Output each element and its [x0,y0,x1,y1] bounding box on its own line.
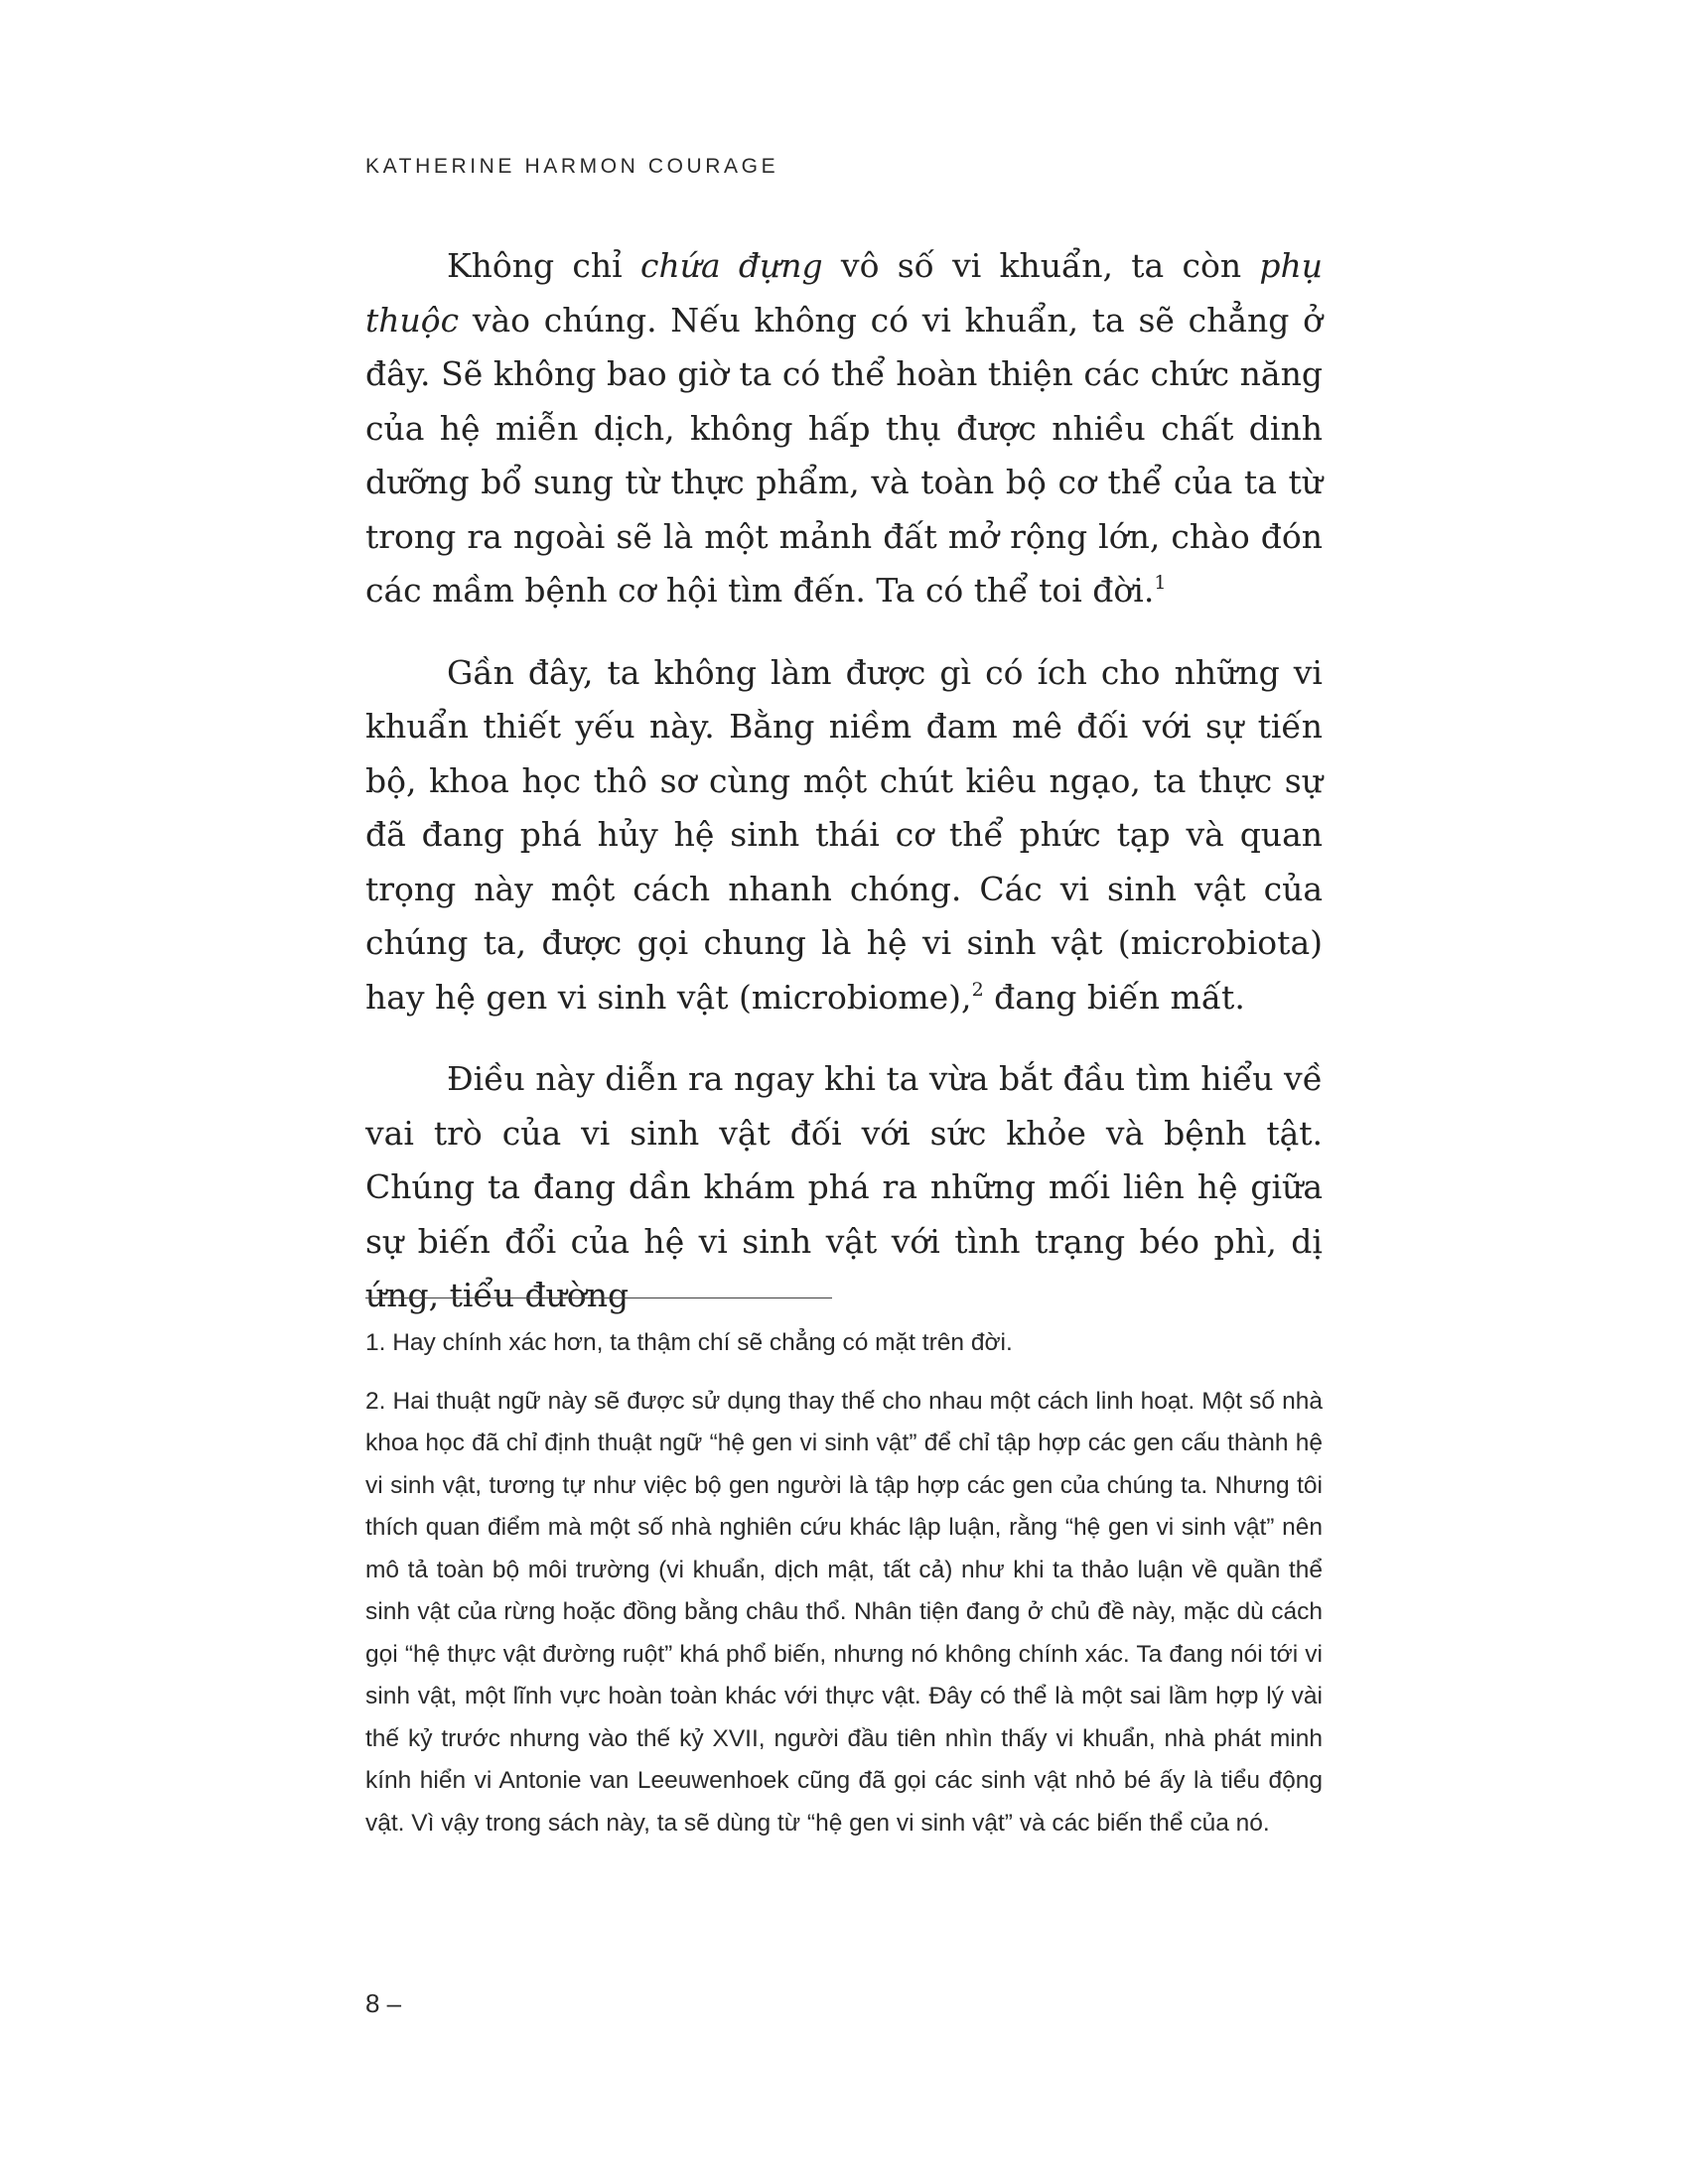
footnote-2: 2. Hai thuật ngữ này sẽ được sử dụng thay thế cho nhau một cách linh hoạt. Một số nhà khoa học đã chỉ định thuật ngữ “hệ gen vi sinh vật” để chỉ tập hợp các gen cấu thành hệ vi sinh vật, tương tự như việc bộ gen người là tập hợp các gen của chúng ta. Nhưng tôi thích quan điểm mà một số nhà nghiên cứu khác lập luận, rằng “hệ gen vi sinh vật” nên mô tả toàn bộ môi trường (vi khuẩn, dịch mật, tất cả) như khi ta thảo luận về quần thể sinh vật của rừng hoặc đồng bằng châu thổ. Nhân tiện đang ở chủ đề này, mặc dù cách gọi “hệ thực vật đường ruột” khá phổ biến, nhưng nó không chính xác. Ta đang nói tới vi sinh vật, một lĩnh vực hoàn toàn khác với thực vật. Đây có thể là một sai lầm hợp lý vài thế kỷ trước nhưng vào thế kỷ XVII, người đầu tiên nhìn thấy vi khuẩn, nhà phát minh kính hiển vi Antonie van Leeuwenhoek cũng đã gọi các sinh vật nhỏ bé ấy là tiểu động vật. Vì vậy trong sách này, ta sẽ dùng từ “hệ gen vi sinh vật” và các biến thể của nó. [365,1387,1323,1837]
running-head: KATHERINE HARMON COURAGE [365,155,779,178]
page-number: 8 – [365,1988,402,2018]
footnote-ref-2: 2 [971,978,984,1001]
emphasis-text: chứa đựng [639,246,823,285]
text-run: vào chúng. Nếu không có vi khuẩn, ta sẽ chẳng ở đây. Sẽ không bao giờ ta có thể hoàn thiện các chức năng của hệ miễn dịch, không hấp thụ được nhiều chất dinh dưỡng bổ sung từ thực phẩm, và toàn bộ cơ thể của ta từ trong ra ngoài sẽ là một mảnh đất mở rộng lớn, chào đón các mầm bệnh cơ hội tìm đến. Ta có thể toi đời. [365,300,1323,610]
text-run: Gần đây, ta không làm được gì có ích cho những vi khuẩn thiết yếu này. Bằng niềm đam mê đối với sự tiến bộ, khoa học thô sơ cùng một chút kiêu ngạo, ta thực sự đã đang phá hủy hệ sinh thái cơ thể phức tạp và quan trọng này một cách nhanh chóng. Các vi sinh vật của chúng ta, được gọi chung là hệ vi sinh vật (microbiota) hay hệ gen vi sinh vật (microbiome), [365,652,1323,1017]
footnotes [365,1322,1323,1860]
footnote-divider [365,1297,832,1298]
text-run: đang biến mất. [983,977,1245,1017]
paragraph-2 [365,646,1323,1025]
text-run: Không chỉ [447,246,640,285]
paragraph-1 [365,239,1323,618]
footnote-1: 1. Hay chính xác hơn, ta thậm chí sẽ chẳng có mặt trên đời. [365,1329,1013,1356]
text-run: Điều này diễn ra ngay khi ta vừa bắt đầu tìm hiểu về vai trò của vi sinh vật đối với sức khỏe và bệnh tật. Chúng ta đang dần khám phá ra những mối liên hệ giữa sự biến đổi của hệ vi sinh vật với tình trạng béo phì, dị ứng, tiểu đường [365,1059,1323,1314]
main-text [365,239,1323,1323]
text-run: vô số vi khuẩn, ta còn [822,246,1260,285]
paragraph-3 [365,1052,1323,1323]
emphasis-text: phụ thuộc [365,246,1323,340]
footnote-ref-1: 1 [1154,572,1167,594]
